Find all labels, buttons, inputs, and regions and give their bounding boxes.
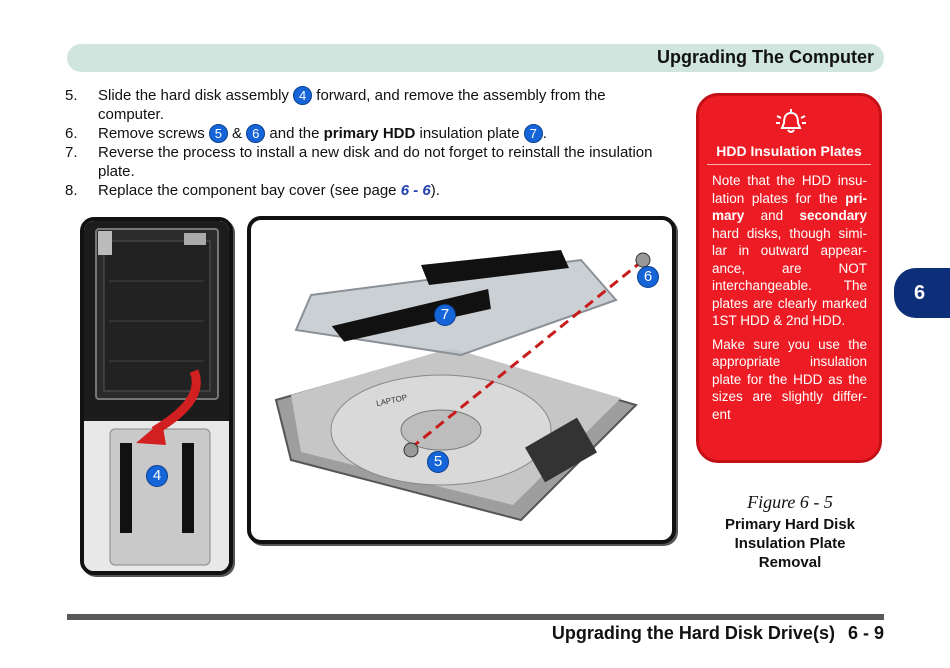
note-title: HDD Insulation Plates [716, 143, 862, 159]
drive-label-text: LAPTOP [375, 392, 409, 409]
callout-badge: 4 [293, 86, 312, 105]
bay-illustration [84, 221, 229, 571]
note-bold: pri-mary [712, 190, 867, 223]
callout-4: 4 [146, 465, 168, 487]
step-text-part: ). [430, 182, 440, 199]
step-text-part: and the [269, 125, 320, 142]
note-paragraph-2: Make sure you use the appropriate insulation plate for the HDD as the sizes are slightly differ-ent [712, 336, 867, 422]
figure-caption-line-3: Removal [758, 554, 822, 571]
note-text: and [760, 208, 784, 223]
step-text [98, 86, 665, 124]
step-text-part: Slide the hard disk assembly [98, 87, 289, 104]
note-text: Note that the HDD insu-lation plates for the [712, 173, 867, 206]
step-text-part: insulation plate [419, 125, 520, 142]
page-header-title: Upgrading The Computer [657, 47, 874, 67]
figure-hdd-plate [247, 216, 676, 544]
note-divider [707, 164, 871, 165]
step-text-part: Replace the component bay cover (see page [98, 182, 397, 199]
step-7 [65, 143, 665, 181]
callout-badge: 6 [246, 124, 265, 143]
hdd-illustration [251, 220, 672, 540]
step-text-part: & [232, 125, 243, 142]
note-box [696, 93, 882, 463]
instruction-steps [65, 86, 665, 200]
figure-caption-line-2: Insulation Plate [734, 535, 846, 552]
note-bold: secondary [799, 208, 867, 223]
step-6 [65, 124, 665, 143]
step-text-part: forward, and remove the assembly from the computer. [98, 87, 606, 123]
step-8 [65, 181, 665, 200]
header-bar [67, 44, 884, 72]
step-text [98, 124, 665, 143]
figure-bay-photo [80, 217, 233, 575]
figure-number: Figure 6 - 5 [747, 492, 833, 512]
callout-5: 5 [427, 451, 449, 473]
footer-rule [67, 614, 884, 620]
page-number: 6 - 9 [847, 623, 884, 643]
step-text-bold: primary HDD [323, 125, 416, 142]
step-5 [65, 86, 665, 124]
note-paragraph-1 [712, 172, 867, 330]
callout-7: 7 [434, 304, 456, 326]
chapter-tab[interactable]: 6 [894, 268, 950, 318]
step-text [98, 181, 665, 200]
page-reference-link[interactable]: 6 - 6 [400, 182, 431, 199]
callout-badge: 7 [524, 124, 543, 143]
figure-caption-line-1: Primary Hard Disk [724, 516, 856, 533]
callout-badge: 5 [209, 124, 228, 143]
step-number: 6. [65, 125, 78, 142]
step-number: 5. [65, 87, 78, 104]
step-number: 7. [65, 144, 78, 161]
step-text-part: . [542, 125, 547, 142]
step-text: Reverse the process to install a new disk and do not forget to reinstall the insulation plate. [98, 144, 653, 180]
footer-title: Upgrading the Hard Disk Drive(s) [551, 623, 835, 643]
figure-caption [700, 492, 880, 572]
step-number: 8. [65, 182, 78, 199]
page-footer [552, 623, 884, 644]
note-text: hard disks, though simi-lar in outward appear-ance, are NOT interchangeable. The plates are clearly marked 1ST HDD & 2nd HDD. [712, 225, 867, 328]
bell-alert-icon [775, 108, 807, 136]
step-text-part: Remove screws [98, 125, 205, 142]
note-body [712, 172, 867, 429]
callout-6: 6 [637, 266, 659, 288]
